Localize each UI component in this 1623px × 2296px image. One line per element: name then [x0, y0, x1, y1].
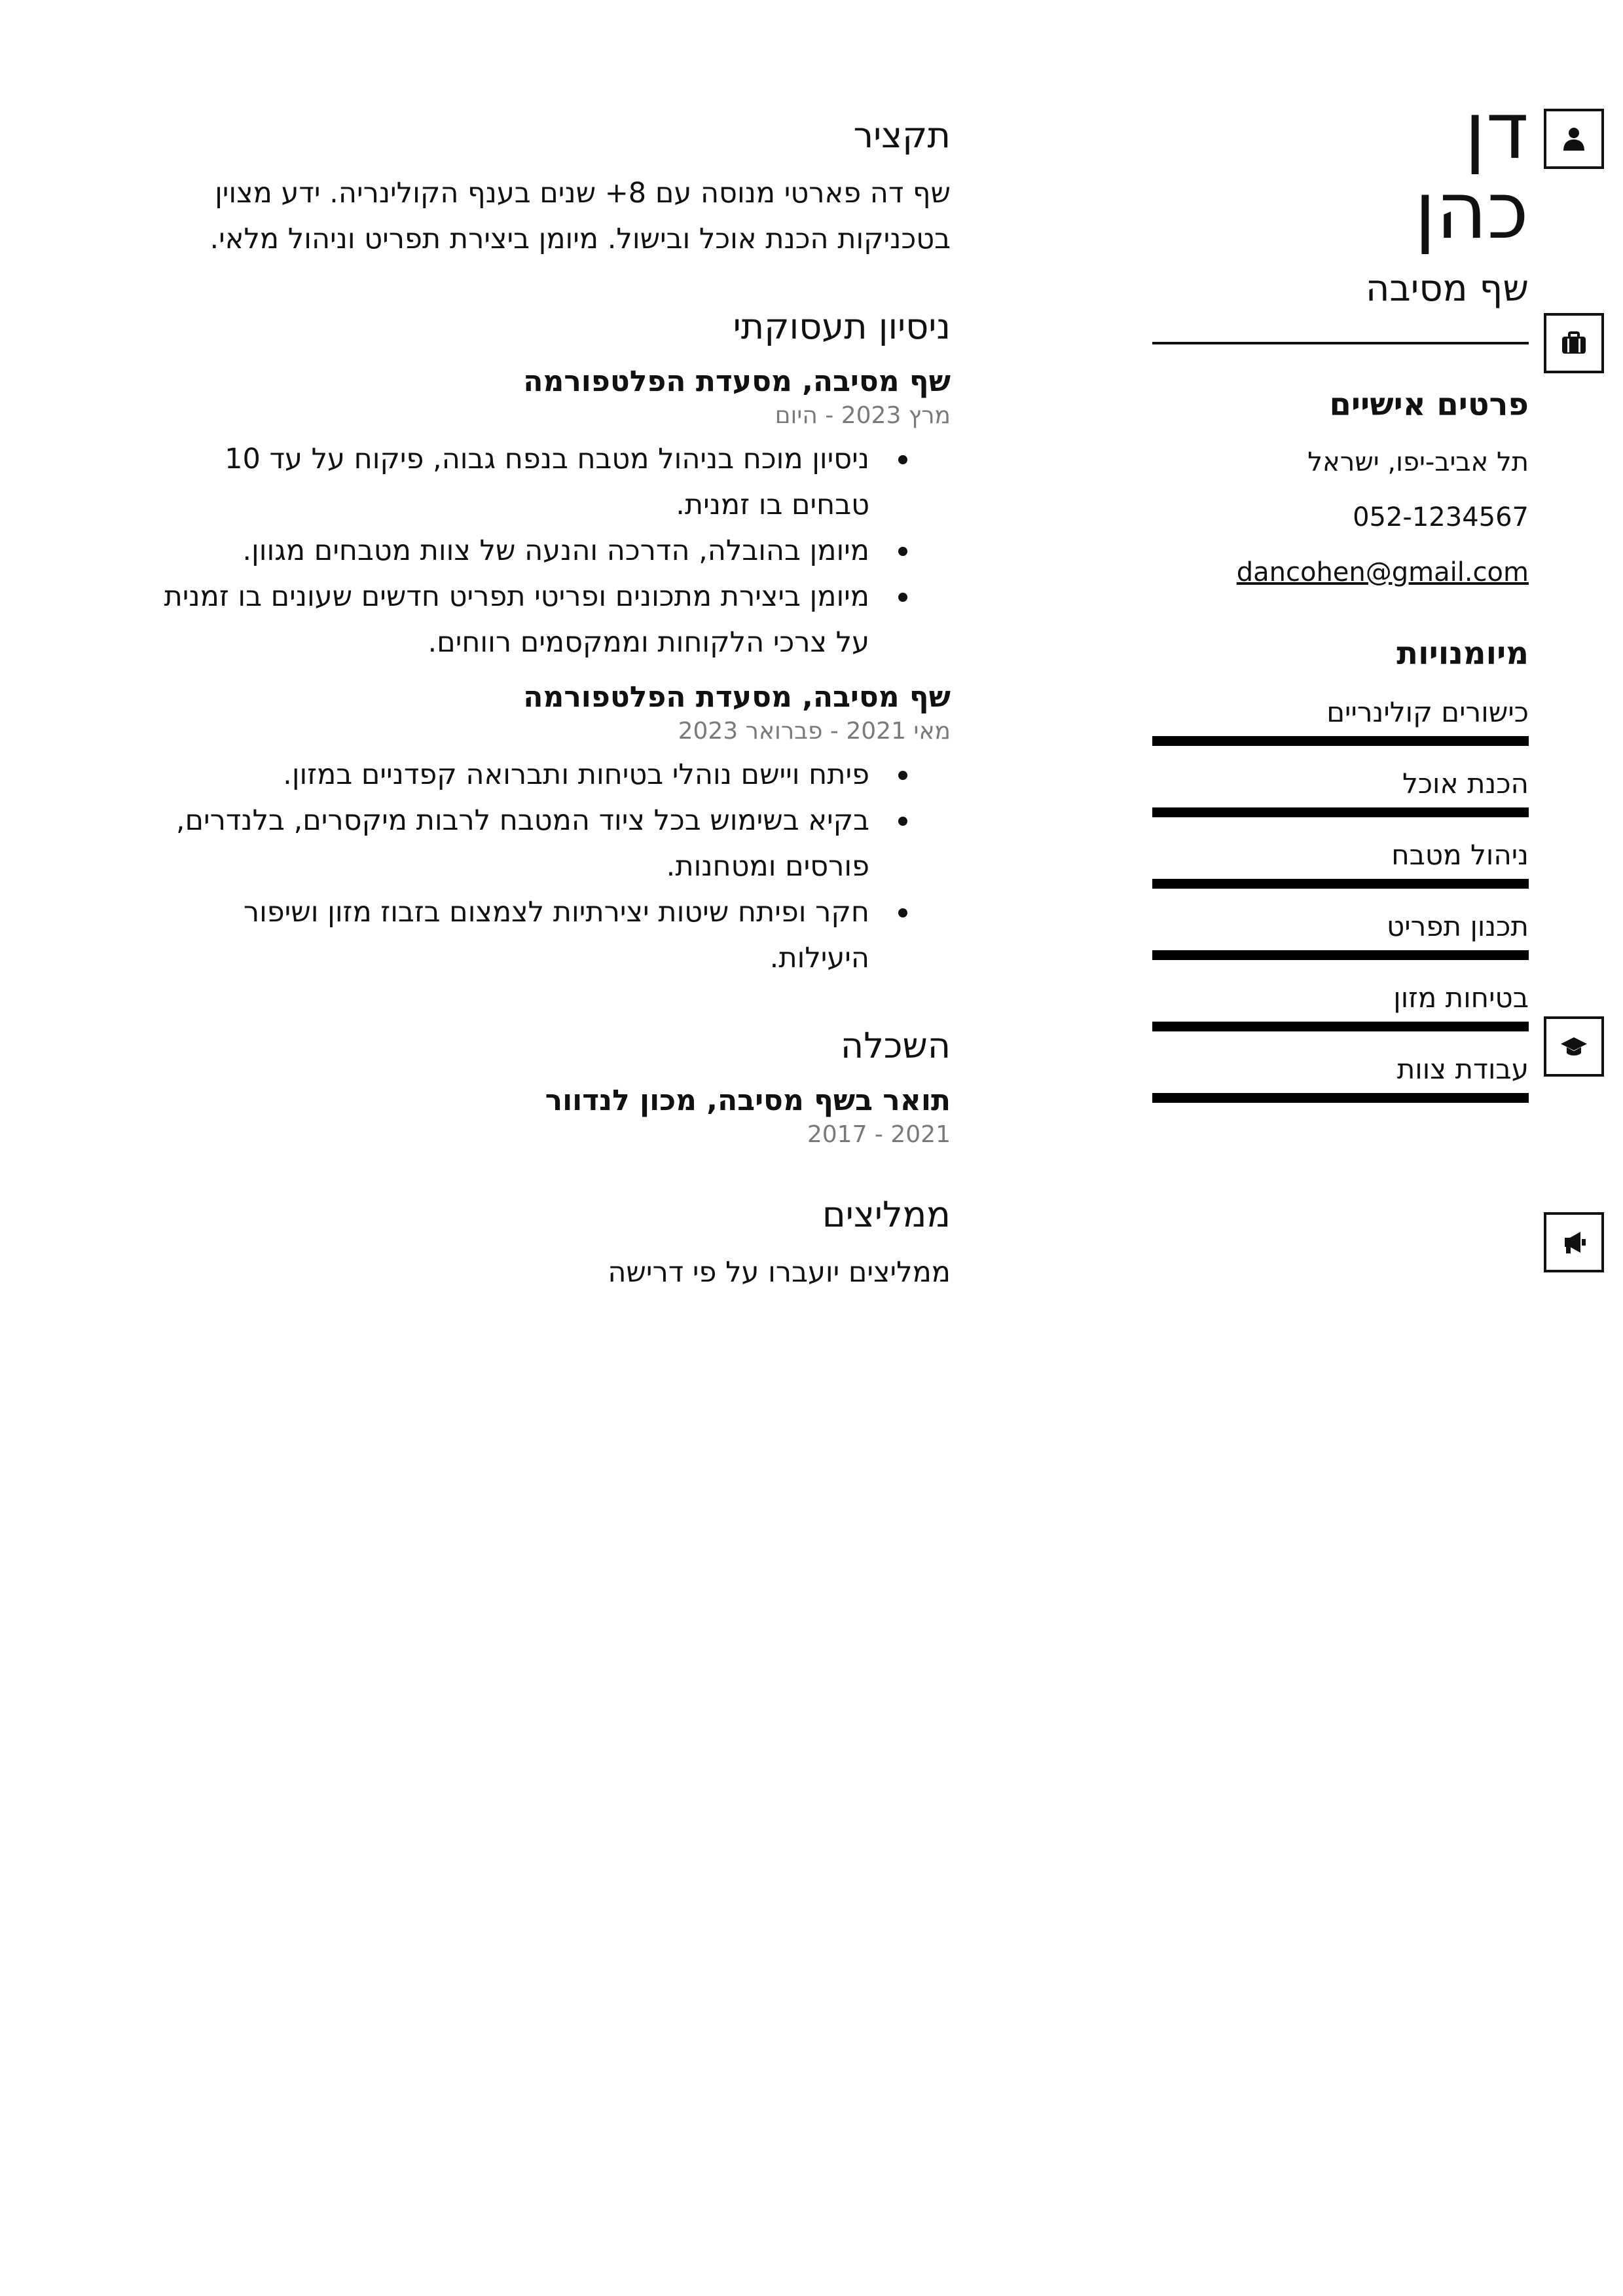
skill-item: [1152, 766, 1529, 817]
skill-level-bar: [1152, 950, 1529, 960]
skills-heading: מיומנויות: [1396, 635, 1529, 672]
skill-level-bar: [1152, 879, 1529, 889]
phone-text: 052-1234567: [1353, 502, 1529, 532]
degree-title: תואר בשף מסיבה, מכון לנדוור: [545, 1084, 951, 1117]
bullet-item: ניסיון מוכח בניהול מטבח בנפח גבוה, פיקוח על עד 10 טבחים בו זמנית.: [144, 436, 869, 528]
sidebar: [1152, 86, 1529, 1103]
briefcase-icon: [1544, 313, 1604, 373]
education-heading: השכלה: [840, 1025, 951, 1066]
skill-level-bar: [1152, 1093, 1529, 1103]
references-text: ממליצים יועברו על פי דרישה: [608, 1256, 951, 1289]
skill-label: בטיחות מזון: [1393, 982, 1529, 1014]
job-entry: [144, 363, 951, 665]
summary-section: [144, 113, 951, 262]
location-text: תל אביב-יפו, ישראל: [1307, 447, 1529, 477]
skill-item: [1152, 908, 1529, 960]
skill-level-bar: [1152, 807, 1529, 817]
skill-label: עבודת צוות: [1396, 1053, 1529, 1085]
education-dates: 2021 - 2017: [807, 1121, 951, 1148]
skill-item: [1152, 980, 1529, 1031]
candidate-name: [1152, 86, 1529, 257]
personal-details-heading: פרטים אישיים: [1329, 386, 1529, 423]
bullet-item: חקר ופיתח שיטות יצירתיות לצמצום בזבוז מזון ושיפור היעילות.: [144, 889, 869, 981]
skill-label: תכנון תפריט: [1386, 910, 1529, 942]
megaphone-icon: [1544, 1212, 1604, 1272]
user-icon: [1544, 109, 1604, 169]
experience-section: [144, 304, 951, 981]
job-entry-title: שף מסיבה, מסעדת הפלטפורמה: [523, 365, 951, 398]
education-section: [144, 1023, 951, 1150]
summary-text: שף דה פארטי מנוסה עם 8+ שנים בענף הקולינריה. ידע מצוין בטכניקות הכנת אוכל ובישול. מיומן ביצירת תפריט וניהול מלאי.: [210, 177, 951, 255]
skill-label: כישורים קולינריים: [1326, 696, 1529, 728]
graduation-cap-icon: [1544, 1016, 1604, 1077]
main-column: [144, 113, 951, 1295]
references-heading: ממליצים: [822, 1194, 951, 1235]
bullet-item: פיתח ויישם נוהלי בטיחות ותברואה קפדניים במזון.: [144, 752, 869, 798]
job-entry-dates: מרץ 2023 - היום: [775, 402, 951, 429]
job-title: שף מסיבה: [1365, 267, 1529, 310]
skill-level-bar: [1152, 736, 1529, 746]
title-divider: [1152, 342, 1529, 344]
email-link[interactable]: dancohen@gmail.com: [1236, 557, 1529, 587]
bullet-item: בקיא בשימוש בכל ציוד המטבח לרבות מיקסרים, בלנדרים, פורסים ומטחנות.: [144, 798, 869, 889]
skills-list: [1152, 694, 1529, 1103]
bullet-item: מיומן ביצירת מתכונים ופריטי תפריט חדשים שעונים בו זמנית על צרכי הלקוחות וממקסמים רווחים.: [144, 574, 869, 665]
bullet-item: מיומן בהובלה, הדרכה והנעה של צוות מטבחים מגוון.: [144, 528, 869, 574]
skill-item: [1152, 837, 1529, 889]
job-entry-title: שף מסיבה, מסעדת הפלטפורמה: [523, 680, 951, 714]
name-last: כהן: [1414, 166, 1529, 257]
skill-item: [1152, 694, 1529, 746]
job-bullets: [144, 752, 951, 981]
experience-heading: ניסיון תעסוקתי: [733, 306, 951, 347]
skill-label: הכנת אוכל: [1402, 768, 1529, 800]
summary-heading: תקציר: [853, 115, 951, 156]
references-section: [144, 1192, 951, 1295]
name-first: דן: [1464, 86, 1529, 177]
job-bullets: [144, 436, 951, 665]
job-entry-dates: מאי 2021 - פברואר 2023: [678, 718, 951, 745]
job-entry: [144, 678, 951, 981]
email-row: [1152, 554, 1529, 591]
skill-label: ניהול מטבח: [1391, 839, 1529, 871]
skill-item: [1152, 1051, 1529, 1103]
skill-level-bar: [1152, 1022, 1529, 1031]
